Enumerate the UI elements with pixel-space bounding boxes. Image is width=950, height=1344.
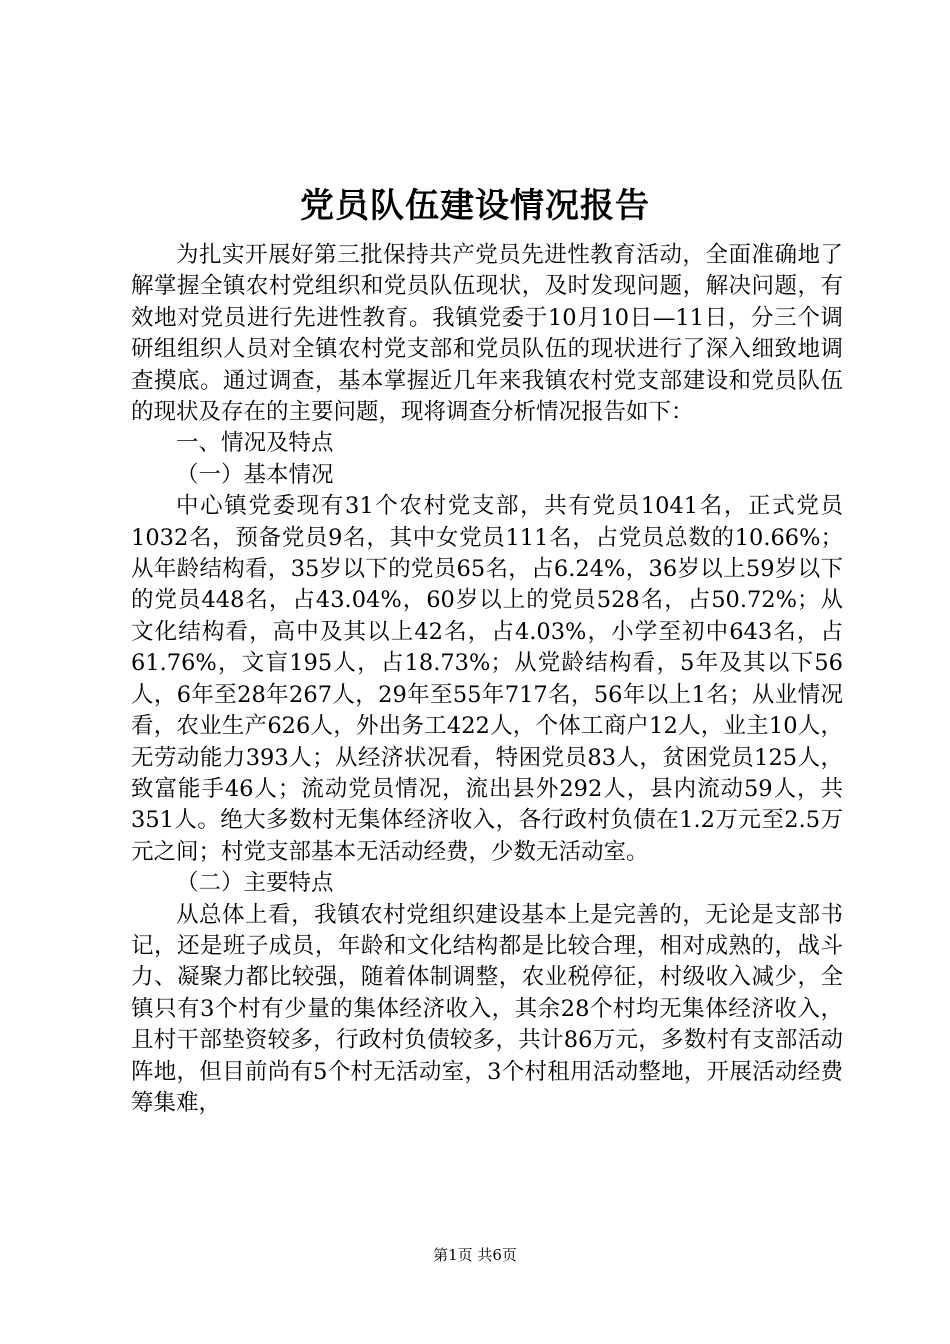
section-heading-situation: 一、情况及特点	[176, 430, 334, 457]
features-paragraph: 从总体上看，我镇农村党组织建设基本上是完善的，无论是支部书记，还是班子成员，年龄和文化结构都是比较合理，相对成熟的，战斗力、凝聚力都比较强，随着体制调整，农业税停征，村级收入减少，全镇只有3个村有少量的集体经济收入，其余28个村均无集体经济收入，且村干部垫资较多，行政村负债较多，共计86万元，多数村有支部活动阵地，但目前尚有5个村无活动室，3个村租用活动整地，开展活动经费筹集难，	[131, 901, 843, 1116]
document-body	[131, 240, 843, 1119]
document-title: 党员队伍建设情况报告	[300, 186, 650, 226]
subsection-heading-basic: （一）基本情况	[176, 461, 334, 488]
intro-paragraph: 为扎实开展好第三批保持共产党员先进性教育活动，全面准确地了解掌握全镇农村党组织和党员队伍现状，及时发现问题，解决问题，有效地对党员进行先进性教育。我镇党委于10月10日—11日，分三个调研组组织人员对全镇农村党支部和党员队伍的现状进行了深入细致地调查摸底。通过调查，基本掌握近几年来我镇农村党支部建设和党员队伍的现状及存在的主要问题，现将调查分析情况报告如下：	[131, 242, 843, 426]
subsection-heading-features: （二）主要特点	[176, 870, 334, 897]
basic-situation-paragraph: 中心镇党委现有31个农村党支部，共有党员1041名，正式党员1032名，预备党员9名，其中女党员111名，占党员总数的10.66%；从年龄结构看，35岁以下的党员65名，占6.24%，36岁以上59岁以下的党员448名，占43.04%，60岁以上的党员528名，占50.72%；从文化结构看，高中及其以上42名，占4.03%，小学至初中643名，占61.76%，文盲195人，占18.73%；从党龄结构看，5年及其以下56人，6年至28年267人，29年至55年717名，56年以上1名；从业情况看，农业生产626人，外出务工422人，个体工商户12人，业主10人，无劳动能力393人；从经济状况看，特困党员83人，贫困党员125人，致富能手46人；流动党员情况，流出县外292人，县内流动59人，共351人。绝大多数村无集体经济收入，各行政村负债在1.2万元至2.5万元之间；村党支部基本无活动经费，少数无活动室。	[131, 493, 843, 865]
page-footer: 第1页 共6页	[433, 1246, 517, 1264]
